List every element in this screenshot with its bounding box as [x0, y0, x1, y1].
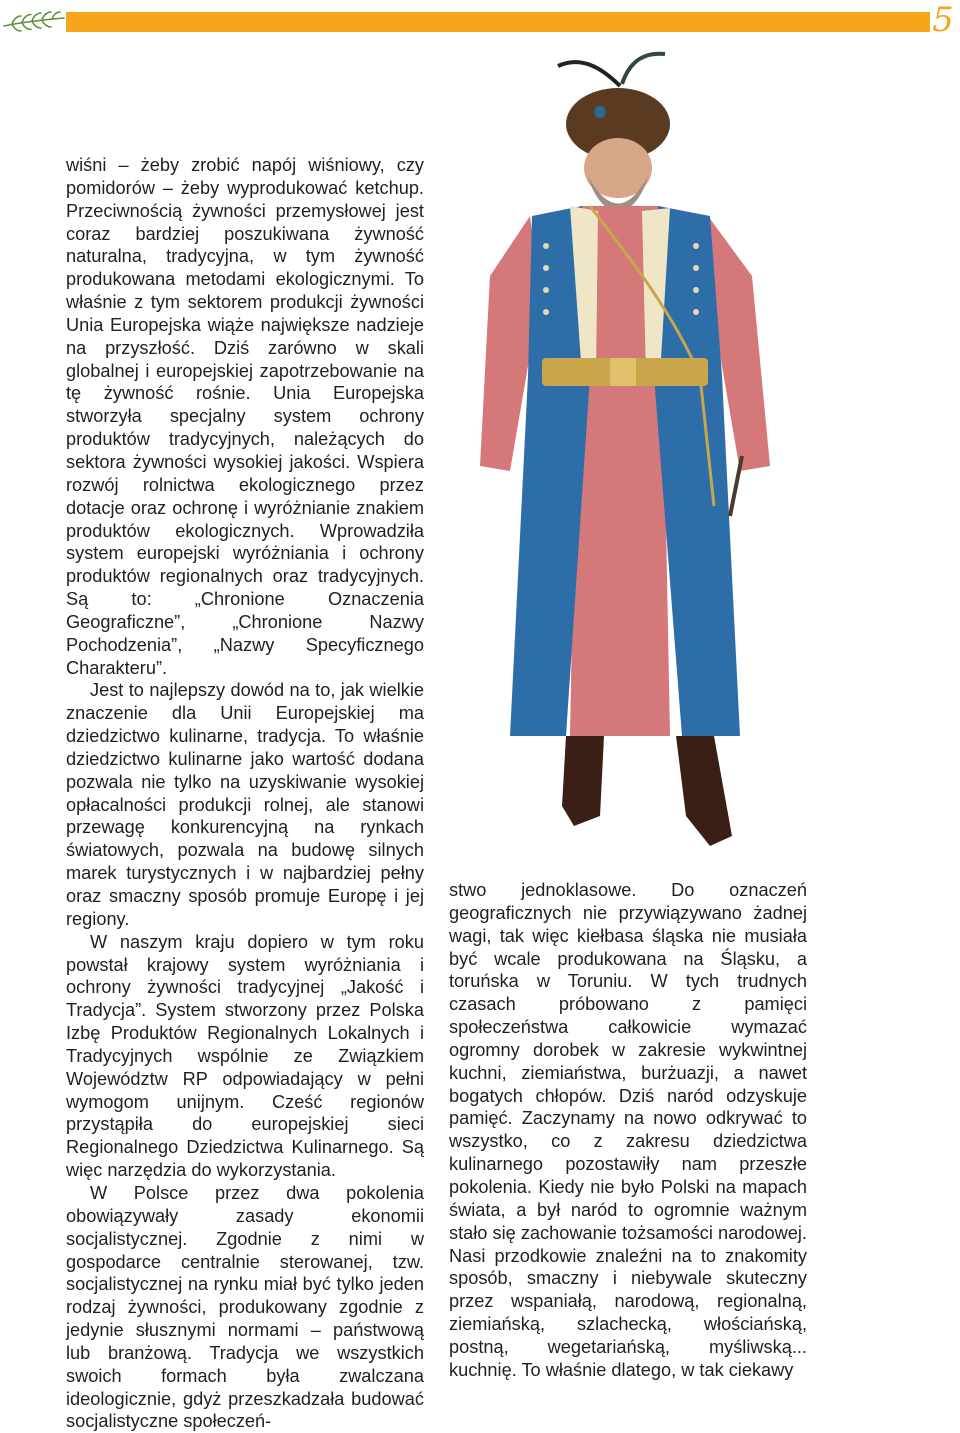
- paragraph: W Polsce przez dwa pokolenia obowiązywały zasady ekonomii socjalistycznej. Zgodnie z nimi w gospodarce centralnie sterowanej, tzw. socjalistycznej na rynku miał być tylko jeden rodzaj żywności, produkowany zgodnie z jedynie słusznymi normami – państwową lub branżową. Tradycja we wszystkich swoich formach była zwalczana ideologicznie, gdyż przeszkadzała budować socjalistyczne społeczeń-: [66, 1182, 424, 1432]
- wheat-sprig-icon: [2, 8, 66, 36]
- article-right-column: [449, 879, 807, 1382]
- nobleman-costume-photo: [470, 46, 780, 866]
- header-band: [66, 12, 930, 32]
- paragraph: W naszym kraju dopiero w tym roku powstał krajowy system wyróżniania i ochrony żywności tradycyjnej „Jakość i Tradycja”. System stworzony przez Polska Izbę Produktów Regionalnych Lokalnych i Tradycyjnych wspólnie ze Związkiem Województw RP odpowiadający w pełni wymogom unijnym. Cześć regionów przystąpiła do europejskiej sieci Regionalnego Dziedzictwa Kulinarnego. Są więc narzędzia do wykorzystania.: [66, 931, 424, 1181]
- page-number: 5: [932, 0, 954, 40]
- article-left-column: [66, 154, 424, 1433]
- paragraph: wiśni – żeby zrobić napój wiśniowy, czy pomidorów – żeby wyprodukować ketchup. Przeciwnością żywności przemysłowej jest coraz bardziej poszukiwana żywność naturalna, tradycyjna, w tym żywność produkowana metodami ekologicznymi. To właśnie z tym sektorem produkcji żywności Unia Europejska wiąże największe nadzieje na przyszłość. Dziś zarówno w skali globalnej i europejskiej zapotrzebowanie na tę żywność rośnie. Unia Europejska stworzyła specjalny system ochrony produktów tradycyjnych, należących do sektora żywności wysokiej jakości. Wspiera rozwój rolnictwa ekologicznego przez dotacje oraz ochronę i wyróżnianie znakiem produktów ekologicznych. Wprowadziła system europejski wyróżniania i ochrony produktów regionalnych oraz tradycyjnych. Są to: „Chronione Oznaczenia Geograficzne”, „Chronione Nazwy Pochodzenia”, „Nazwy Specyficznego Charakteru”.: [66, 155, 424, 678]
- paragraph: stwo jednoklasowe. Do oznaczeń geograficznych nie przywiązywano żadnej wagi, tak więc kiełbasa śląska nie musiała być wcale produkowana na Śląsku, a toruńska w Toruniu. W tych trudnych czasach próbowano z pamięci społeczeństwa całkowicie wymazać ogromny dorobek w zakresie wykwintnej kuchni, ziemiaństwa, burżuazji, a nawet bogatych chłopów. Dziś naród odzyskuje pamięć. Zaczynamy na nowo odkrywać to wszystko, co z zakresu dziedzictwa kulinarnego pozostawiły nam przeszłe pokolenia. Kiedy nie było Polski na mapach świata, a był naród to ogromnie ważnym stało się zachowanie tożsamości narodowej. Nasi przodkowie znaleźni na to znakomity sposób, smaczny i niebywale skuteczny przez wspaniałą, narodową, regionalną, ziemiańską, szlachecką, włościańską, postną, wegetariańską, myśliwską... kuchnię. To właśnie dlatego, w tak ciekawy: [449, 880, 807, 1380]
- paragraph: Jest to najlepszy dowód na to, jak wielkie znaczenie dla Unii Europejskiej ma dziedzictwo kulinarne, tradycja. To właśnie dziedzictwo kulinarne jako wartość dodana pozwala nie tylko na uzyskiwanie wysokiej opłacalności produkcji rolnej, ale stanowi przewagę konkurencyjną na rynkach światowych, pozwala na budowę silnych marek turystycznych i w najbardziej pełny oraz smaczny sposób promuje Europę i jej regiony.: [66, 680, 424, 929]
